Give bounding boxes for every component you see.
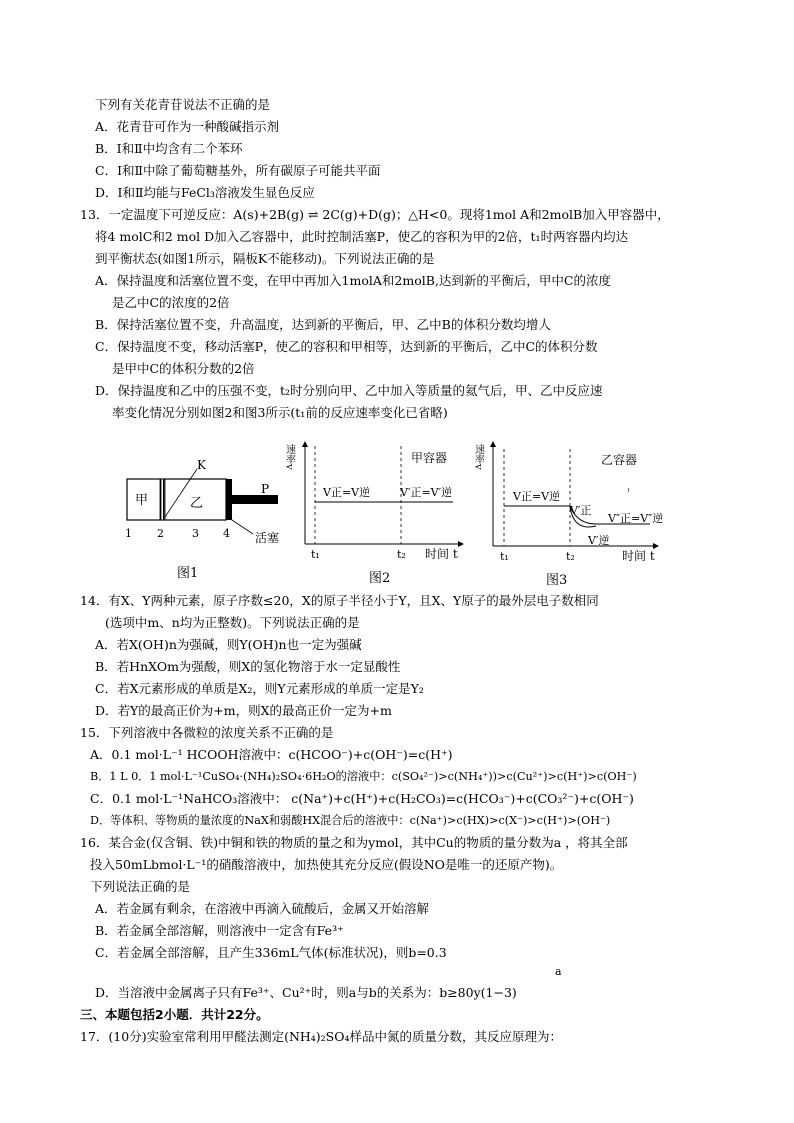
t2-label: t₂ — [397, 548, 406, 561]
q13-line3: 到平衡状态(如图1所示，隔板K不能移动)。下列说法正确的是 — [95, 251, 435, 266]
piston-p[interactable] — [226, 479, 232, 520]
v-forward-label: V′正 — [570, 504, 592, 517]
q12-option-d: D．Ⅰ和Ⅱ均能与FeCl₃溶液发生显色反应 — [95, 185, 315, 200]
rate-eq-before: V正=V逆 — [323, 486, 371, 499]
q16-stem: 下列说法正确的是 — [90, 879, 191, 894]
t2-label: t₂ — [566, 550, 575, 563]
figure-1-diagram — [115, 452, 290, 587]
q13-option-c-line1: C．保持温度不变，移动活塞P，使乙的容积和甲相等，达到新的平衡后，乙中C的体积分数 — [95, 339, 598, 354]
q16-line2: 投入50mLbmol·L⁻¹的硝酸溶液中，加热使其充分反应(假设NO是唯一的还原产物)。 — [90, 857, 563, 872]
label-k: K — [197, 458, 206, 472]
partition-k — [160, 479, 165, 520]
mark-3: 3 — [192, 527, 199, 540]
q12-stem: 下列有关花青苷说法不正确的是 — [95, 97, 271, 112]
label-piston: 活塞 — [255, 531, 280, 545]
q14-option-a: A．若X(OH)n为强碱，则Y(OH)n也一定为强碱 — [95, 637, 362, 652]
mark-4: 4 — [223, 527, 230, 540]
label-jia: 甲 — [135, 493, 149, 508]
q16-option-a: A．若金属有剩余，在溶液中再滴入硫酸后，金属又开始溶解 — [95, 901, 430, 916]
q14-option-b: B．若HnXOm为强酸，则X的氢化物溶于水一定显酸性 — [95, 659, 401, 674]
mark-1: 1 — [125, 527, 132, 540]
tick-mark — [628, 488, 629, 492]
rate-eq-after: V″正=V″逆 — [608, 512, 664, 525]
piston-rod — [232, 495, 278, 504]
q16-option-d — [95, 984, 517, 1002]
q17-line1: 17．(10分)实验室常利用甲醛法测定(NH₄)₂SO₄样品中氮的质量分数，其反应原理为： — [80, 1029, 563, 1044]
q16-option-b: B．若金属全部溶解，则溶液中一定含有Fe³⁺ — [95, 923, 344, 938]
figure-3-rate-graph — [472, 434, 678, 589]
q14-line1: 14．有X、Y两种元素，原子序数≤20，X的原子半径小于Y，且X、Y原子的最外层电子数相同 — [80, 593, 599, 608]
rate-eq-after: V′正=V′逆 — [400, 486, 453, 499]
t1-label: t₁ — [500, 550, 509, 563]
q14-line2: (选项中m、n均为正整数)。下列说法正确的是 — [105, 615, 360, 630]
q16-fraction-denominator: 3 — [503, 985, 512, 1000]
q16-option-d-end: ) — [511, 985, 517, 1000]
q15-option-a: A．0.1 mol·L⁻¹ HCOOH溶液中：c(HCOO⁻)+c(OH⁻)=c(H⁺) — [90, 747, 453, 762]
figure-2-caption: 图2 — [369, 571, 391, 586]
piston-pointer — [229, 518, 253, 534]
x-axis-label: 时间 t — [425, 547, 458, 561]
label-p: P — [261, 482, 270, 496]
figure-2-rate-graph — [285, 434, 485, 589]
q13-option-b: B．保持活塞位置不变，升高温度，达到新的平衡后，甲、乙中B的体积分数均增人 — [95, 317, 551, 332]
q13-option-a-line2: 是乙中C的浓度的2倍 — [112, 295, 230, 310]
q16-fraction-numerator: a — [555, 965, 562, 978]
rate-eq-before: V正=V逆 — [513, 490, 561, 503]
q13-line1: 13．一定温度下可逆反应：A(s)+2B(g) ⇌ 2C(g)+D(g)；△H<0。现将1mol A和2molB加入甲容器中， — [80, 207, 670, 222]
y-axis-label: 速率v — [472, 444, 484, 470]
y-axis-label: 速率v — [283, 444, 295, 470]
q12-option-b: B．Ⅰ和Ⅱ中均含有二个苯环 — [95, 141, 243, 156]
figure-2-title: 甲容器 — [411, 451, 448, 465]
q13-option-c-line2: 是甲中C的体积分数的2倍 — [112, 361, 255, 376]
q15-option-b: B．1 L 0．1 mol·L⁻¹CuSO₄·(NH₄)₂SO₄·6H₂O的溶液中：c(SO₄²⁻)>c(NH₄⁺))>c(Cu²⁺)>c(H⁺)>c(OH⁻) — [90, 770, 637, 783]
figure-1-caption: 图1 — [177, 566, 199, 581]
q16-option-d-text: D．当溶液中金属离子只有Fe³⁺、Cu²⁺时，则a与b的关系为：b≥80y(1− — [95, 985, 504, 1000]
q13-line2: 将4 molC和2 mol D加入乙容器中，此时控制活塞P，使乙的容积为甲的2倍，t₁时两容器内均达 — [95, 229, 629, 244]
q16-line1: 16．某合金(仅含铜、铁)中铜和铁的物质的量之和为ymol，其中Cu的物质的量分数为a ，将其全部 — [80, 835, 628, 850]
q13-option-d-line2: 率变化情况分别如图2和图3所示(t₁前的反应速率变化已省略) — [112, 405, 448, 420]
q14-option-c: C．若X元素形成的单质是X₂，则Y元素形成的单质一定是Y₂ — [95, 681, 424, 696]
t1-label: t₁ — [311, 548, 320, 561]
v-reverse-label: V′逆 — [588, 534, 610, 547]
section-3-heading: 三、本题包括2小题．共计22分。 — [80, 1007, 269, 1022]
label-yi: 乙 — [190, 496, 204, 511]
q13-option-a-line1: A．保持温度和活塞位置不变，在甲中再加入1molA和2molB,达到新的平衡后，甲中C的浓度 — [95, 273, 611, 288]
figure-3-caption: 图3 — [546, 573, 568, 588]
q15-option-d: D．等体积、等物质的量浓度的NaX和弱酸HX混合后的溶液中：c(Na⁺)>c(HX)>c(X⁻)>c(H⁺)>(OH⁻) — [90, 814, 611, 827]
q16-option-c: C．若金属全部溶解，且产生336mL气体(标准状况)，则b=0.3 — [95, 945, 447, 960]
q14-option-d: D．若Y的最高正价为+m，则X的最高正价一定为+m — [95, 703, 392, 718]
q15-stem: 15．下列溶液中各微粒的浓度关系不正确的是 — [80, 725, 334, 740]
q13-option-d-line1: D．保持温度和乙中的压强不变，t₂时分别向甲、乙中加入等质量的氦气后，甲、乙中反应速 — [95, 383, 603, 398]
x-axis-label: 时间 t — [622, 549, 655, 563]
figure-3-title: 乙容器 — [601, 453, 638, 467]
q12-option-c: C．Ⅰ和Ⅱ中除了葡萄糖基外，所有碳原子可能共平面 — [95, 163, 381, 178]
q12-option-a: A．花青苷可作为一种酸碱指示剂 — [95, 119, 280, 134]
mark-2: 2 — [157, 527, 164, 540]
q15-option-c: C．0.1 mol·L⁻¹NaHCO₃溶液中： c(Na⁺)+c(H⁺)+c(H₂CO₃)=c(HCO₃⁻)+c(CO₃²⁻)+c(OH⁻) — [90, 791, 634, 806]
